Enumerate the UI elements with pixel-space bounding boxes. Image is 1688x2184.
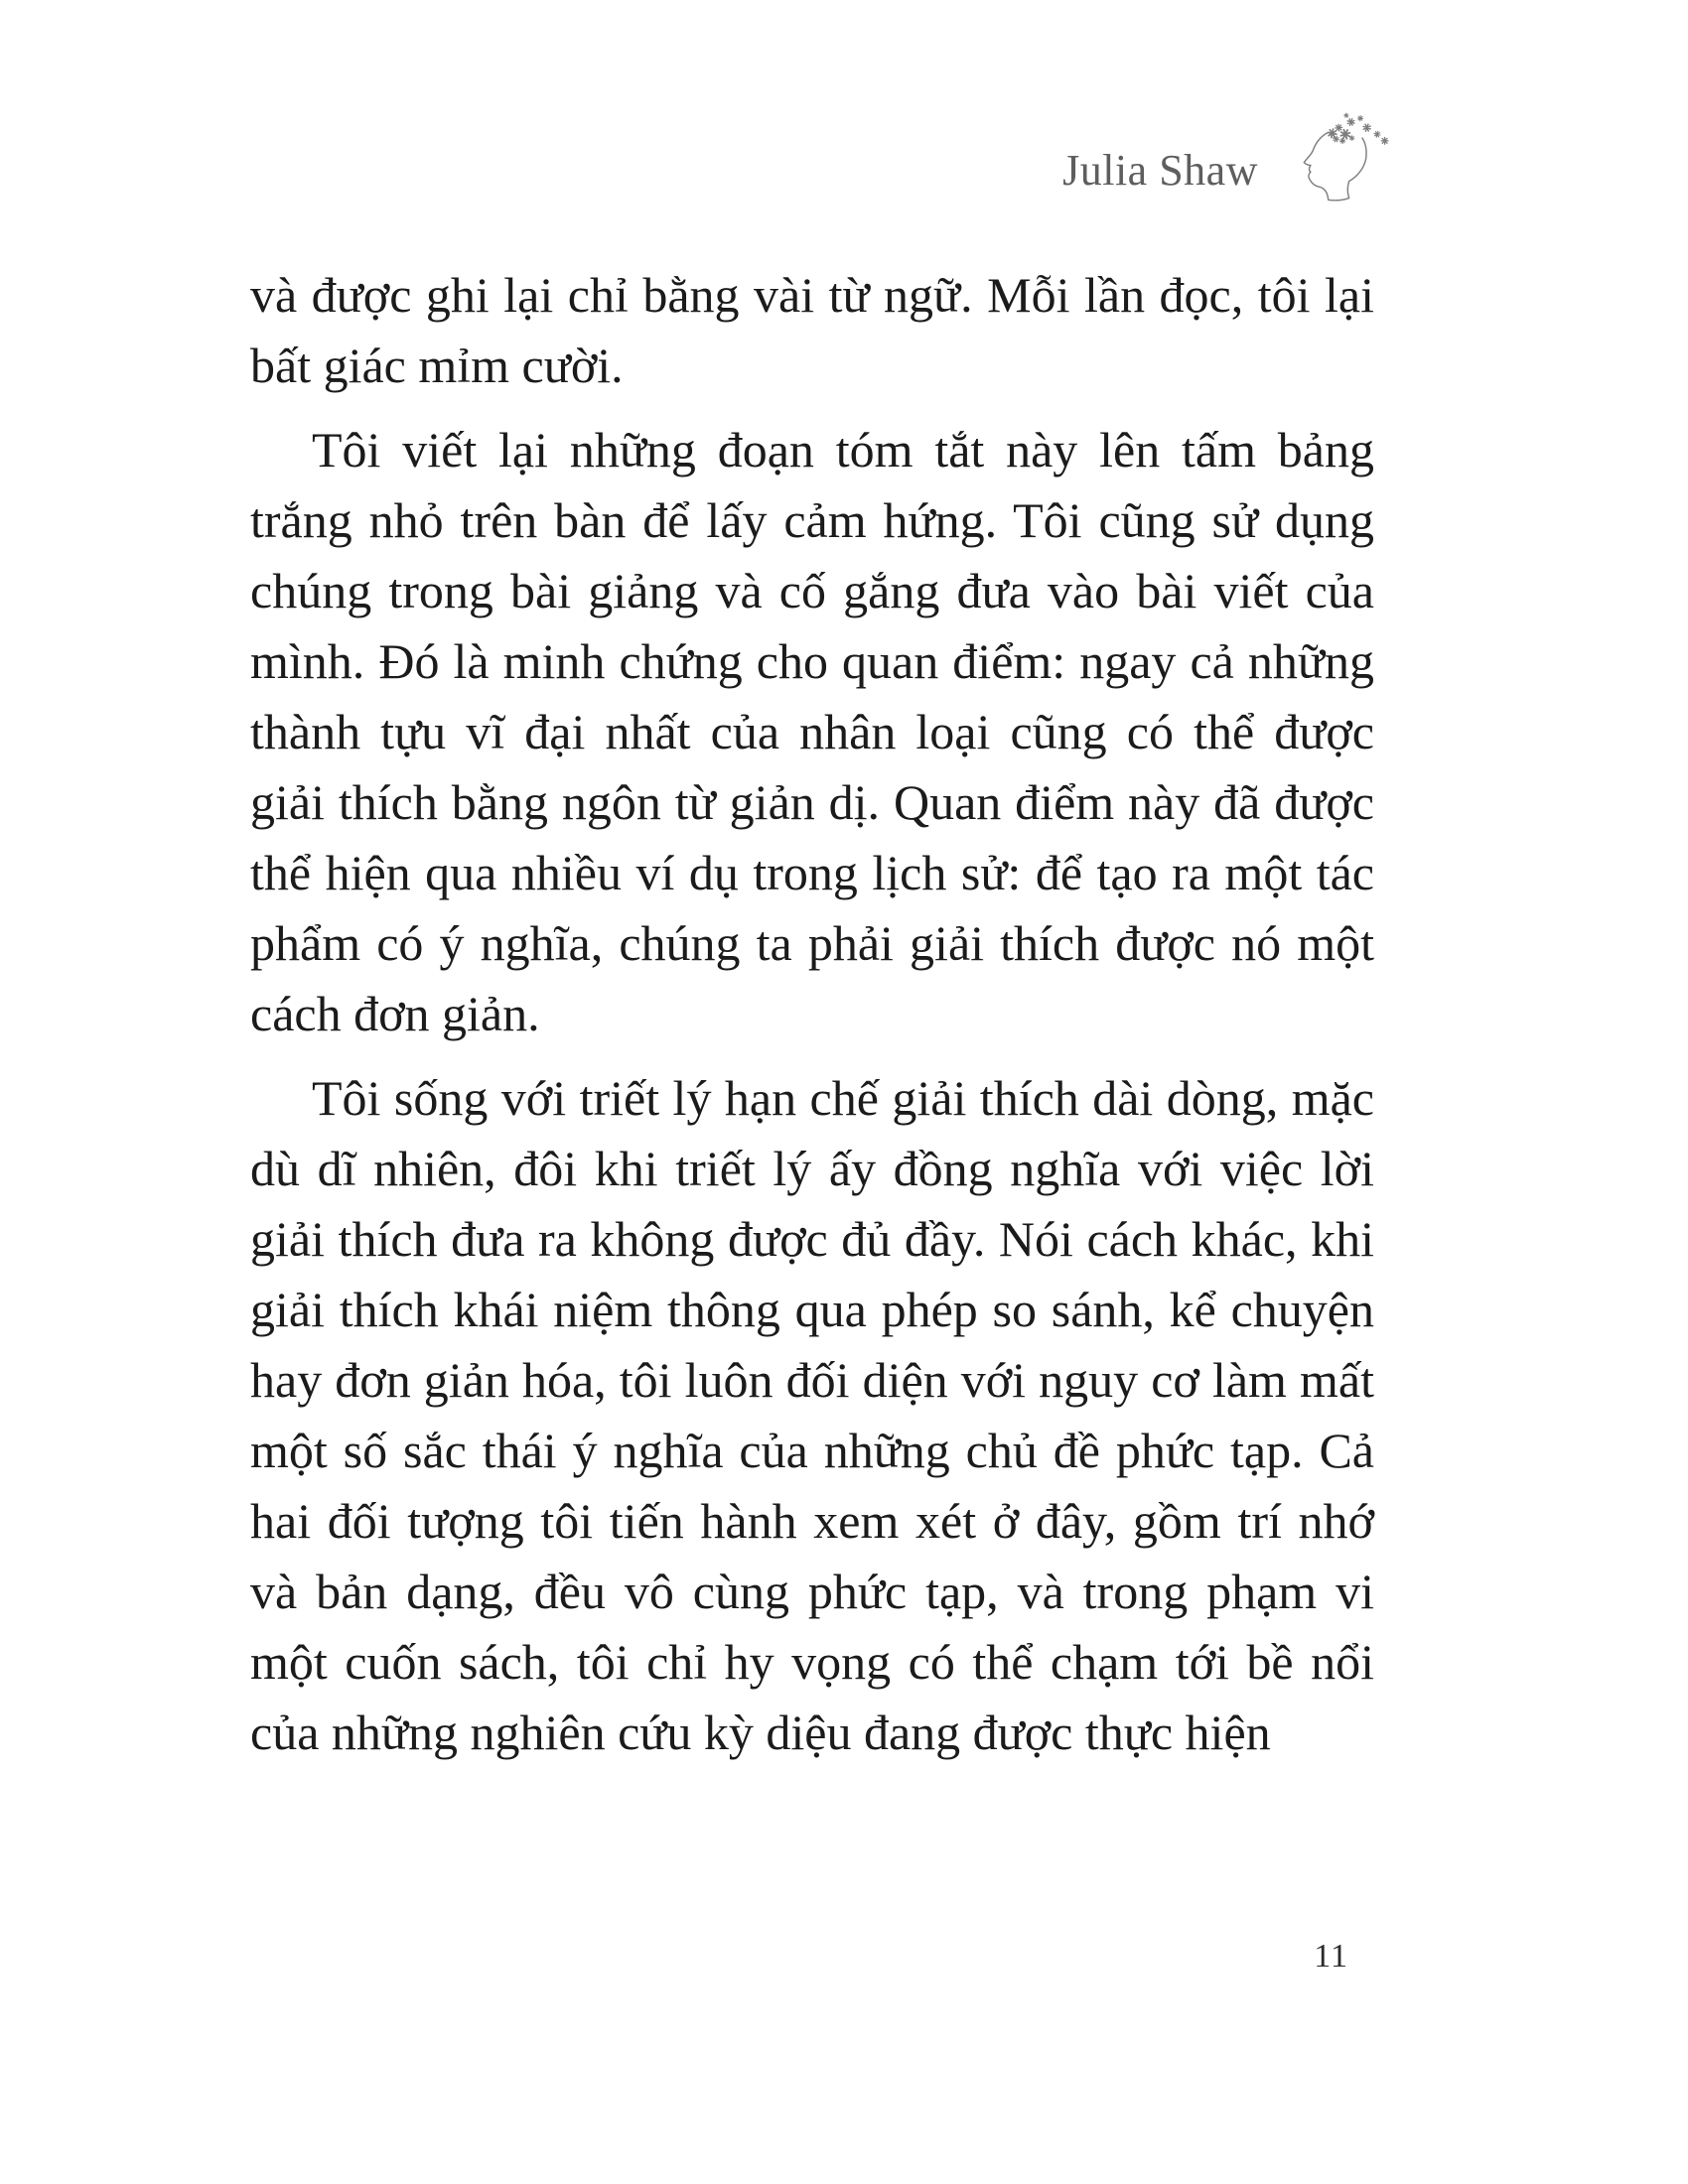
paragraph-2: Tôi viết lại những đoạn tóm tắt này lên tấm bảng trắng nhỏ trên bàn để lấy cảm hứng. Tôi cũng sử dụng chúng trong bài giảng và cố gắng đưa vào bài viết của mình. Đó là minh chứng cho quan điểm: ngay cả những thành tựu vĩ đại nhất của nhân loại cũng có thể được giải thích bằng ngôn từ giản dị. Quan điểm này đã được thể hiện qua nhiều ví dụ trong lịch sử: để tạo ra một tác phẩm có ý nghĩa, chúng ta phải giải thích được nó một cách đơn giản. [250, 422, 1374, 1041]
running-title: Julia Shaw [1062, 146, 1258, 195]
scatter-fragments [1327, 113, 1389, 146]
head-outline [1304, 132, 1366, 200]
paragraph-1: và được ghi lại chỉ bằng vài từ ngữ. Mỗi lần đọc, tôi lại bất giác mỉm cười. [250, 267, 1374, 393]
running-header [248, 107, 1395, 205]
page-number: 11 [1314, 1938, 1348, 1975]
paragraph-3: Tôi sống với triết lý hạn chế giải thích dài dòng, mặc dù dĩ nhiên, đôi khi triết lý ấy đồng nghĩa với việc lời giải thích đưa ra không được đủ đầy. Nói cách khác, khi giải thích khái niệm thông qua phép so sánh, kể chuyện hay đơn giản hóa, tôi luôn đối diện với nguy cơ làm mất một số sắc thái ý nghĩa của những chủ đề phức tạp. Cả hai đối tượng tôi tiến hành xem xét ở đây, gồm trí nhớ và bản dạng, đều vô cùng phức tạp, và trong phạm vi một cuốn sách, tôi chỉ hy vọng có thể chạm tới bề nổi của những nghiên cứu kỳ diệu đang được thực hiện [250, 1070, 1374, 1760]
head-profile-scatter-icon [1292, 107, 1395, 205]
page-text [250, 260, 1374, 1768]
